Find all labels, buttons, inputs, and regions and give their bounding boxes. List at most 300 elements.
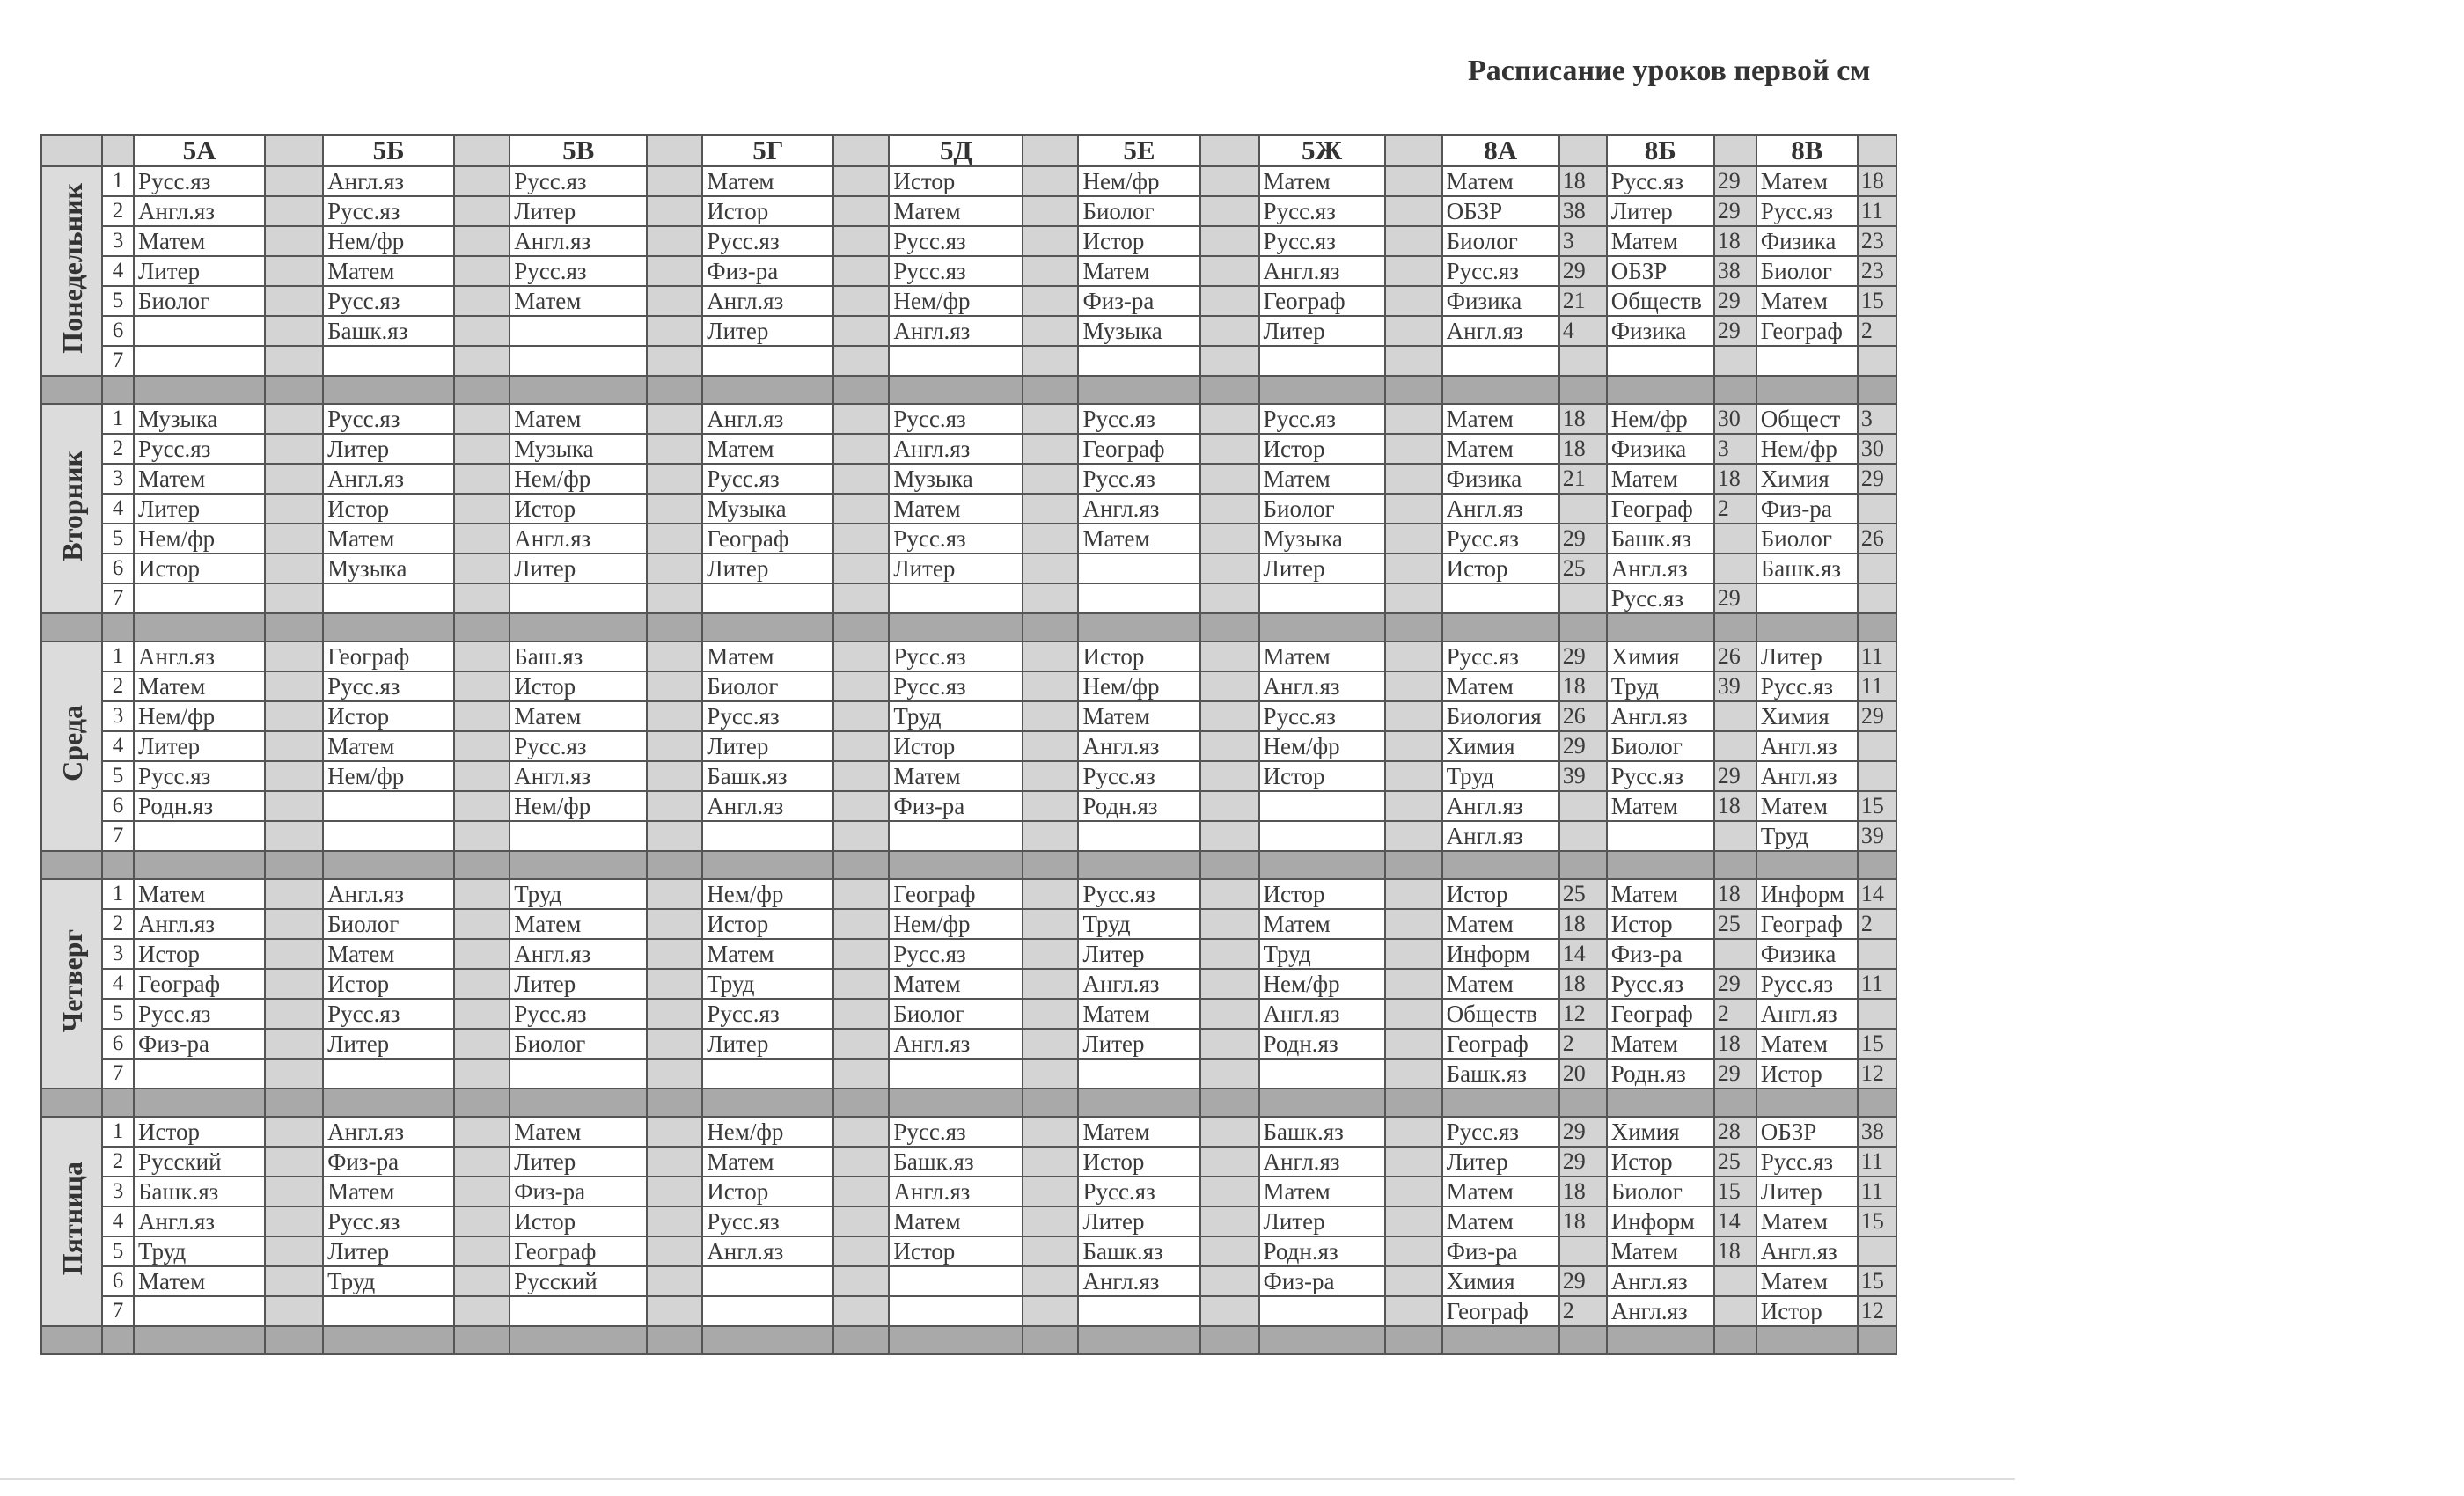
subject-cell[interactable]: Русс.яз bbox=[889, 226, 1023, 256]
subject-cell[interactable]: Англ.яз bbox=[889, 316, 1023, 346]
room-cell[interactable] bbox=[265, 226, 323, 256]
subject-cell[interactable]: Биолог bbox=[1078, 196, 1199, 226]
room-cell[interactable] bbox=[1385, 761, 1442, 791]
room-cell[interactable] bbox=[265, 196, 323, 226]
subject-cell[interactable]: Музыка bbox=[510, 434, 647, 464]
room-cell[interactable] bbox=[1559, 1236, 1607, 1266]
subject-cell[interactable] bbox=[323, 1059, 454, 1089]
subject-cell[interactable]: Русс.яз bbox=[1442, 642, 1559, 671]
room-cell[interactable] bbox=[1023, 1296, 1078, 1326]
room-cell[interactable]: 11 bbox=[1858, 1147, 1896, 1177]
room-cell[interactable] bbox=[647, 999, 702, 1029]
room-cell[interactable] bbox=[454, 494, 510, 524]
subject-cell[interactable]: Матем bbox=[1442, 166, 1559, 196]
subject-cell[interactable]: Русс.яз bbox=[1756, 1147, 1858, 1177]
room-cell[interactable] bbox=[265, 1236, 323, 1266]
room-cell[interactable] bbox=[1385, 642, 1442, 671]
room-cell[interactable] bbox=[833, 166, 889, 196]
subject-cell[interactable]: Матем bbox=[134, 226, 265, 256]
subject-cell[interactable]: Матем bbox=[1442, 671, 1559, 701]
subject-cell[interactable]: Русс.яз bbox=[323, 404, 454, 434]
subject-cell[interactable]: Литер bbox=[510, 196, 647, 226]
subject-cell[interactable]: Литер bbox=[702, 1029, 833, 1059]
subject-cell[interactable] bbox=[1259, 1296, 1385, 1326]
subject-cell[interactable] bbox=[1259, 583, 1385, 613]
subject-cell[interactable]: Истор bbox=[134, 1117, 265, 1147]
subject-cell[interactable]: Географ bbox=[1607, 494, 1714, 524]
subject-cell[interactable] bbox=[702, 1296, 833, 1326]
subject-cell[interactable] bbox=[1078, 821, 1199, 851]
room-cell[interactable] bbox=[833, 1236, 889, 1266]
room-cell[interactable]: 38 bbox=[1858, 1117, 1896, 1147]
subject-cell[interactable] bbox=[702, 1266, 833, 1296]
room-cell[interactable] bbox=[1023, 701, 1078, 731]
subject-cell[interactable]: Англ.яз bbox=[510, 524, 647, 554]
subject-cell[interactable] bbox=[889, 821, 1023, 851]
subject-cell[interactable]: Литер bbox=[1078, 1206, 1199, 1236]
room-cell[interactable]: 29 bbox=[1858, 701, 1896, 731]
room-cell[interactable] bbox=[1023, 1059, 1078, 1089]
subject-cell[interactable] bbox=[323, 791, 454, 821]
room-cell[interactable] bbox=[833, 434, 889, 464]
subject-cell[interactable]: Биолог bbox=[134, 286, 265, 316]
room-cell[interactable] bbox=[1714, 346, 1756, 376]
subject-cell[interactable]: Баш.яз bbox=[510, 642, 647, 671]
subject-cell[interactable]: Физ-ра bbox=[1442, 1236, 1559, 1266]
room-cell[interactable]: 25 bbox=[1559, 554, 1607, 583]
room-cell[interactable]: 2 bbox=[1559, 1296, 1607, 1326]
subject-cell[interactable]: Русс.яз bbox=[1078, 404, 1199, 434]
room-cell[interactable] bbox=[454, 316, 510, 346]
subject-cell[interactable]: Матем bbox=[323, 256, 454, 286]
subject-cell[interactable]: Матем bbox=[1607, 791, 1714, 821]
room-cell[interactable] bbox=[1023, 939, 1078, 969]
room-cell[interactable] bbox=[1714, 1266, 1756, 1296]
room-cell[interactable] bbox=[1385, 1117, 1442, 1147]
subject-cell[interactable]: Англ.яз bbox=[889, 1029, 1023, 1059]
subject-cell[interactable] bbox=[889, 1296, 1023, 1326]
room-cell[interactable] bbox=[454, 909, 510, 939]
subject-cell[interactable]: Истор bbox=[1756, 1296, 1858, 1326]
room-cell[interactable] bbox=[265, 1206, 323, 1236]
subject-cell[interactable]: Истор bbox=[1607, 909, 1714, 939]
room-cell[interactable] bbox=[647, 524, 702, 554]
subject-cell[interactable]: Русс.яз bbox=[1259, 404, 1385, 434]
room-cell[interactable]: 12 bbox=[1858, 1296, 1896, 1326]
room-cell[interactable]: 12 bbox=[1559, 999, 1607, 1029]
room-cell[interactable]: 2 bbox=[1714, 494, 1756, 524]
room-cell[interactable] bbox=[833, 671, 889, 701]
subject-cell[interactable]: Труд bbox=[702, 969, 833, 999]
room-cell[interactable] bbox=[647, 256, 702, 286]
room-cell[interactable]: 26 bbox=[1858, 524, 1896, 554]
room-cell[interactable] bbox=[833, 1029, 889, 1059]
room-cell[interactable] bbox=[833, 226, 889, 256]
room-cell[interactable] bbox=[647, 671, 702, 701]
room-cell[interactable]: 14 bbox=[1714, 1206, 1756, 1236]
room-cell[interactable]: 18 bbox=[1559, 1177, 1607, 1206]
room-cell[interactable] bbox=[1023, 464, 1078, 494]
room-cell[interactable]: 18 bbox=[1714, 879, 1756, 909]
room-cell[interactable]: 15 bbox=[1858, 1029, 1896, 1059]
room-cell[interactable] bbox=[647, 1266, 702, 1296]
subject-cell[interactable]: Англ.яз bbox=[1259, 999, 1385, 1029]
subject-cell[interactable] bbox=[702, 821, 833, 851]
subject-cell[interactable]: Матем bbox=[702, 434, 833, 464]
room-cell[interactable] bbox=[833, 1206, 889, 1236]
room-cell[interactable] bbox=[1385, 1029, 1442, 1059]
subject-cell[interactable]: Географ bbox=[889, 879, 1023, 909]
subject-cell[interactable]: Русс.яз bbox=[1607, 969, 1714, 999]
subject-cell[interactable]: Труд bbox=[510, 879, 647, 909]
subject-cell[interactable]: Русс.яз bbox=[323, 671, 454, 701]
room-cell[interactable] bbox=[1023, 434, 1078, 464]
room-cell[interactable] bbox=[265, 256, 323, 286]
room-cell[interactable] bbox=[833, 346, 889, 376]
subject-cell[interactable]: Русс.яз bbox=[1078, 761, 1199, 791]
room-cell[interactable]: 15 bbox=[1858, 791, 1896, 821]
subject-cell[interactable]: Англ.яз bbox=[1078, 969, 1199, 999]
room-cell[interactable] bbox=[647, 791, 702, 821]
subject-cell[interactable]: Англ.яз bbox=[323, 166, 454, 196]
room-cell[interactable] bbox=[454, 701, 510, 731]
room-cell[interactable] bbox=[265, 316, 323, 346]
subject-cell[interactable]: Матем bbox=[134, 879, 265, 909]
subject-cell[interactable]: Англ.яз bbox=[1078, 494, 1199, 524]
subject-cell[interactable] bbox=[134, 346, 265, 376]
room-cell[interactable] bbox=[1023, 166, 1078, 196]
subject-cell[interactable]: Англ.яз bbox=[1442, 494, 1559, 524]
subject-cell[interactable]: Труд bbox=[889, 701, 1023, 731]
subject-cell[interactable]: Русский bbox=[134, 1147, 265, 1177]
subject-cell[interactable] bbox=[1259, 1059, 1385, 1089]
subject-cell[interactable]: Матем bbox=[1259, 909, 1385, 939]
subject-cell[interactable]: Физика bbox=[1442, 286, 1559, 316]
subject-cell[interactable]: Русс.яз bbox=[323, 286, 454, 316]
subject-cell[interactable] bbox=[1442, 583, 1559, 613]
subject-cell[interactable]: Русс.яз bbox=[134, 434, 265, 464]
subject-cell[interactable]: Литер bbox=[1756, 1177, 1858, 1206]
room-cell[interactable] bbox=[1714, 1296, 1756, 1326]
room-cell[interactable]: 25 bbox=[1714, 1147, 1756, 1177]
room-cell[interactable]: 2 bbox=[1559, 1029, 1607, 1059]
subject-cell[interactable]: Русс.яз bbox=[1756, 196, 1858, 226]
room-cell[interactable] bbox=[1385, 731, 1442, 761]
room-cell[interactable]: 29 bbox=[1714, 969, 1756, 999]
subject-cell[interactable]: Русский bbox=[510, 1266, 647, 1296]
room-cell[interactable] bbox=[265, 671, 323, 701]
room-cell[interactable] bbox=[1714, 821, 1756, 851]
subject-cell[interactable]: Географ bbox=[323, 642, 454, 671]
room-cell[interactable] bbox=[833, 731, 889, 761]
room-cell[interactable]: 14 bbox=[1559, 939, 1607, 969]
subject-cell[interactable] bbox=[1442, 346, 1559, 376]
subject-cell[interactable]: Матем bbox=[510, 286, 647, 316]
room-cell[interactable] bbox=[1200, 226, 1259, 256]
room-cell[interactable] bbox=[265, 731, 323, 761]
room-cell[interactable] bbox=[1200, 583, 1259, 613]
subject-cell[interactable]: Труд bbox=[1607, 671, 1714, 701]
room-cell[interactable] bbox=[1023, 791, 1078, 821]
subject-cell[interactable]: Башк.яз bbox=[889, 1147, 1023, 1177]
subject-cell[interactable]: Англ.яз bbox=[1259, 1147, 1385, 1177]
room-cell[interactable]: 29 bbox=[1714, 583, 1756, 613]
subject-cell[interactable]: Матем bbox=[889, 1206, 1023, 1236]
subject-cell[interactable]: Русс.яз bbox=[134, 761, 265, 791]
subject-cell[interactable]: ОБЗР bbox=[1607, 256, 1714, 286]
subject-cell[interactable]: Нем/фр bbox=[889, 286, 1023, 316]
subject-cell[interactable]: Информ bbox=[1607, 1206, 1714, 1236]
subject-cell[interactable]: Нем/фр bbox=[510, 791, 647, 821]
subject-cell[interactable]: Литер bbox=[510, 554, 647, 583]
subject-cell[interactable]: Англ.яз bbox=[1607, 554, 1714, 583]
subject-cell[interactable]: Англ.яз bbox=[134, 196, 265, 226]
subject-cell[interactable]: Биолог bbox=[1756, 256, 1858, 286]
subject-cell[interactable] bbox=[510, 821, 647, 851]
subject-cell[interactable]: Литер bbox=[323, 1236, 454, 1266]
subject-cell[interactable]: Русс.яз bbox=[1078, 464, 1199, 494]
room-cell[interactable] bbox=[647, 939, 702, 969]
room-cell[interactable] bbox=[265, 642, 323, 671]
room-cell[interactable]: 26 bbox=[1714, 642, 1756, 671]
subject-cell[interactable]: Англ.яз bbox=[510, 226, 647, 256]
room-cell[interactable] bbox=[265, 999, 323, 1029]
room-cell[interactable] bbox=[1385, 346, 1442, 376]
room-cell[interactable] bbox=[1200, 642, 1259, 671]
room-cell[interactable] bbox=[1385, 969, 1442, 999]
room-cell[interactable] bbox=[647, 821, 702, 851]
room-cell[interactable] bbox=[1858, 999, 1896, 1029]
subject-cell[interactable] bbox=[1078, 1059, 1199, 1089]
subject-cell[interactable]: Русс.яз bbox=[1259, 226, 1385, 256]
subject-cell[interactable]: Литер bbox=[702, 316, 833, 346]
room-cell[interactable] bbox=[454, 1029, 510, 1059]
room-cell[interactable]: 2 bbox=[1858, 909, 1896, 939]
subject-cell[interactable]: Русс.яз bbox=[1078, 879, 1199, 909]
room-cell[interactable] bbox=[833, 404, 889, 434]
subject-cell[interactable] bbox=[323, 1296, 454, 1326]
subject-cell[interactable]: Биолог bbox=[1259, 494, 1385, 524]
subject-cell[interactable]: Матем bbox=[1442, 909, 1559, 939]
room-cell[interactable] bbox=[1385, 1296, 1442, 1326]
subject-cell[interactable]: Истор bbox=[134, 554, 265, 583]
room-cell[interactable]: 29 bbox=[1714, 1059, 1756, 1089]
subject-cell[interactable]: Истор bbox=[702, 196, 833, 226]
room-cell[interactable] bbox=[1023, 583, 1078, 613]
room-cell[interactable]: 18 bbox=[1714, 1236, 1756, 1266]
room-cell[interactable] bbox=[1200, 671, 1259, 701]
subject-cell[interactable]: Англ.яз bbox=[1259, 671, 1385, 701]
room-cell[interactable] bbox=[1200, 969, 1259, 999]
subject-cell[interactable]: Англ.яз bbox=[1607, 1296, 1714, 1326]
subject-cell[interactable]: Матем bbox=[1756, 1029, 1858, 1059]
subject-cell[interactable]: Биолог bbox=[1442, 226, 1559, 256]
subject-cell[interactable]: Башк.яз bbox=[134, 1177, 265, 1206]
subject-cell[interactable]: Англ.яз bbox=[702, 1236, 833, 1266]
room-cell[interactable] bbox=[647, 1029, 702, 1059]
room-cell[interactable]: 18 bbox=[1559, 434, 1607, 464]
room-cell[interactable] bbox=[1200, 434, 1259, 464]
subject-cell[interactable]: Истор bbox=[1442, 879, 1559, 909]
subject-cell[interactable]: Матем bbox=[323, 1177, 454, 1206]
subject-cell[interactable]: Химия bbox=[1756, 701, 1858, 731]
room-cell[interactable] bbox=[833, 316, 889, 346]
subject-cell[interactable] bbox=[510, 346, 647, 376]
subject-cell[interactable]: Химия bbox=[1442, 731, 1559, 761]
subject-cell[interactable]: Биолог bbox=[889, 999, 1023, 1029]
room-cell[interactable] bbox=[1385, 583, 1442, 613]
room-cell[interactable]: 2 bbox=[1714, 999, 1756, 1029]
subject-cell[interactable]: Информ bbox=[1442, 939, 1559, 969]
subject-cell[interactable]: Русс.яз bbox=[510, 999, 647, 1029]
subject-cell[interactable]: Русс.яз bbox=[889, 1117, 1023, 1147]
room-cell[interactable]: 11 bbox=[1858, 969, 1896, 999]
subject-cell[interactable]: Русс.яз bbox=[702, 226, 833, 256]
room-cell[interactable] bbox=[1559, 494, 1607, 524]
subject-cell[interactable]: Литер bbox=[510, 1147, 647, 1177]
subject-cell[interactable]: Литер bbox=[1259, 316, 1385, 346]
room-cell[interactable] bbox=[647, 909, 702, 939]
room-cell[interactable] bbox=[1023, 969, 1078, 999]
room-cell[interactable] bbox=[454, 404, 510, 434]
subject-cell[interactable]: Истор bbox=[323, 701, 454, 731]
room-cell[interactable] bbox=[1385, 1206, 1442, 1236]
room-cell[interactable] bbox=[647, 761, 702, 791]
room-cell[interactable] bbox=[647, 1206, 702, 1236]
room-cell[interactable] bbox=[647, 226, 702, 256]
room-cell[interactable] bbox=[454, 642, 510, 671]
room-cell[interactable] bbox=[833, 1296, 889, 1326]
subject-cell[interactable]: Географ bbox=[1442, 1029, 1559, 1059]
subject-cell[interactable]: Химия bbox=[1607, 642, 1714, 671]
room-cell[interactable] bbox=[454, 1266, 510, 1296]
room-cell[interactable] bbox=[265, 1266, 323, 1296]
room-cell[interactable] bbox=[647, 701, 702, 731]
room-cell[interactable] bbox=[1858, 939, 1896, 969]
room-cell[interactable] bbox=[1385, 524, 1442, 554]
subject-cell[interactable]: Англ.яз bbox=[1607, 701, 1714, 731]
subject-cell[interactable]: Истор bbox=[1607, 1147, 1714, 1177]
room-cell[interactable] bbox=[833, 761, 889, 791]
room-cell[interactable] bbox=[265, 1177, 323, 1206]
subject-cell[interactable]: Нем/фр bbox=[1607, 404, 1714, 434]
subject-cell[interactable]: Русс.яз bbox=[134, 166, 265, 196]
room-cell[interactable]: 29 bbox=[1858, 464, 1896, 494]
room-cell[interactable] bbox=[833, 286, 889, 316]
subject-cell[interactable]: Родн.яз bbox=[1078, 791, 1199, 821]
subject-cell[interactable]: Музыка bbox=[889, 464, 1023, 494]
subject-cell[interactable]: Англ.яз bbox=[702, 791, 833, 821]
room-cell[interactable] bbox=[1385, 286, 1442, 316]
room-cell[interactable]: 20 bbox=[1559, 1059, 1607, 1089]
room-cell[interactable]: 21 bbox=[1559, 286, 1607, 316]
room-cell[interactable] bbox=[647, 286, 702, 316]
room-cell[interactable] bbox=[1023, 256, 1078, 286]
subject-cell[interactable] bbox=[510, 1296, 647, 1326]
subject-cell[interactable]: Матем bbox=[702, 642, 833, 671]
subject-cell[interactable]: Англ.яз bbox=[1756, 1236, 1858, 1266]
room-cell[interactable] bbox=[833, 256, 889, 286]
subject-cell[interactable]: Географ bbox=[702, 524, 833, 554]
room-cell[interactable] bbox=[647, 346, 702, 376]
subject-cell[interactable]: Русс.яз bbox=[889, 524, 1023, 554]
room-cell[interactable] bbox=[647, 879, 702, 909]
room-cell[interactable]: 29 bbox=[1559, 1147, 1607, 1177]
subject-cell[interactable]: Англ.яз bbox=[134, 909, 265, 939]
room-cell[interactable] bbox=[1023, 1206, 1078, 1236]
subject-cell[interactable]: Литер bbox=[702, 731, 833, 761]
subject-cell[interactable]: Башк.яз bbox=[1078, 1236, 1199, 1266]
room-cell[interactable] bbox=[1200, 1266, 1259, 1296]
subject-cell[interactable]: Англ.яз bbox=[1607, 1266, 1714, 1296]
room-cell[interactable] bbox=[265, 464, 323, 494]
subject-cell[interactable]: Русс.яз bbox=[889, 671, 1023, 701]
room-cell[interactable]: 25 bbox=[1714, 909, 1756, 939]
subject-cell[interactable]: Биология bbox=[1442, 701, 1559, 731]
room-cell[interactable] bbox=[1200, 524, 1259, 554]
subject-cell[interactable] bbox=[702, 1059, 833, 1089]
room-cell[interactable] bbox=[1023, 554, 1078, 583]
room-cell[interactable]: 29 bbox=[1559, 642, 1607, 671]
subject-cell[interactable]: Матем bbox=[134, 1266, 265, 1296]
room-cell[interactable] bbox=[454, 939, 510, 969]
subject-cell[interactable]: Англ.яз bbox=[134, 1206, 265, 1236]
room-cell[interactable] bbox=[1023, 286, 1078, 316]
subject-cell[interactable]: Труд bbox=[1442, 761, 1559, 791]
subject-cell[interactable]: ОБЗР bbox=[1442, 196, 1559, 226]
subject-cell[interactable]: Литер bbox=[1259, 1206, 1385, 1236]
subject-cell[interactable]: Литер bbox=[1078, 1029, 1199, 1059]
room-cell[interactable] bbox=[454, 1147, 510, 1177]
room-cell[interactable] bbox=[647, 464, 702, 494]
room-cell[interactable] bbox=[1200, 1206, 1259, 1236]
subject-cell[interactable] bbox=[1078, 346, 1199, 376]
room-cell[interactable] bbox=[833, 939, 889, 969]
subject-cell[interactable]: Русс.яз bbox=[1442, 1117, 1559, 1147]
subject-cell[interactable]: Физика bbox=[1607, 434, 1714, 464]
room-cell[interactable]: 12 bbox=[1858, 1059, 1896, 1089]
room-cell[interactable]: 11 bbox=[1858, 196, 1896, 226]
subject-cell[interactable] bbox=[510, 1059, 647, 1089]
subject-cell[interactable]: Англ.яз bbox=[1259, 256, 1385, 286]
subject-cell[interactable]: Литер bbox=[510, 969, 647, 999]
room-cell[interactable] bbox=[647, 554, 702, 583]
room-cell[interactable] bbox=[1023, 879, 1078, 909]
subject-cell[interactable] bbox=[134, 1059, 265, 1089]
subject-cell[interactable]: Англ.яз bbox=[510, 939, 647, 969]
room-cell[interactable] bbox=[647, 1236, 702, 1266]
subject-cell[interactable]: Англ.яз bbox=[1442, 821, 1559, 851]
room-cell[interactable]: 39 bbox=[1714, 671, 1756, 701]
subject-cell[interactable]: Башк.яз bbox=[1259, 1117, 1385, 1147]
subject-cell[interactable]: Русс.яз bbox=[702, 701, 833, 731]
subject-cell[interactable]: Нем/фр bbox=[323, 226, 454, 256]
subject-cell[interactable]: Химия bbox=[1442, 1266, 1559, 1296]
room-cell[interactable] bbox=[454, 166, 510, 196]
room-cell[interactable] bbox=[1200, 346, 1259, 376]
subject-cell[interactable]: Химия bbox=[1607, 1117, 1714, 1147]
subject-cell[interactable]: Музыка bbox=[134, 404, 265, 434]
subject-cell[interactable] bbox=[1607, 346, 1714, 376]
room-cell[interactable]: 29 bbox=[1559, 256, 1607, 286]
subject-cell[interactable] bbox=[1078, 554, 1199, 583]
room-cell[interactable] bbox=[647, 1296, 702, 1326]
room-cell[interactable] bbox=[833, 701, 889, 731]
room-cell[interactable] bbox=[1200, 494, 1259, 524]
subject-cell[interactable]: Нем/фр bbox=[702, 879, 833, 909]
room-cell[interactable]: 29 bbox=[1714, 286, 1756, 316]
subject-cell[interactable]: Русс.яз bbox=[702, 999, 833, 1029]
